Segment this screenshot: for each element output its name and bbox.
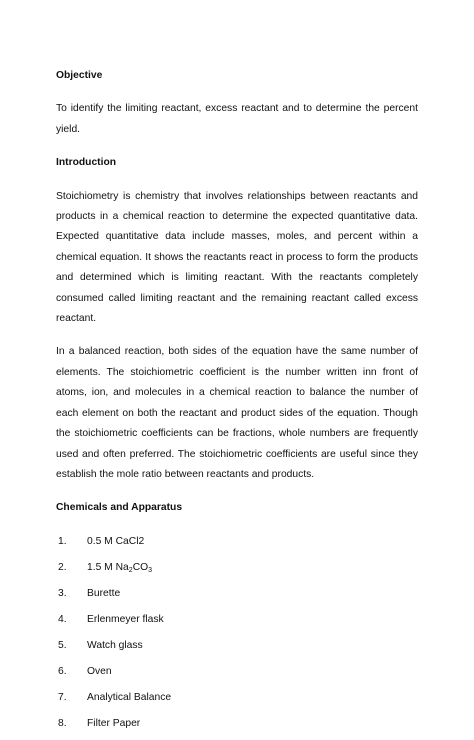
list-item-text bbox=[87, 562, 152, 573]
list-item-number: 4. bbox=[58, 613, 67, 625]
objective-heading: Objective bbox=[56, 70, 103, 81]
chemicals-heading: Chemicals and Apparatus bbox=[56, 502, 183, 514]
chemicals-list bbox=[56, 532, 418, 740]
list-item-number: 5. bbox=[58, 639, 67, 651]
list-item-text: Watch glass bbox=[87, 639, 143, 651]
introduction-paragraph-1: Stoichiometry is chemistry that involves relationships between reactants and products in a chemical reaction to determine the expected quantitative data. Expected quantitative data include masses, moles, and percent within a chemical equation. It shows the reactants react in process to form the products and determined which is limiting reactant. With the reactants completely consumed called limiting reactant and the remaining reactant called excess reactant. bbox=[56, 190, 418, 325]
list-item-number: 2. bbox=[58, 561, 67, 573]
list-item bbox=[56, 662, 418, 688]
list-item bbox=[56, 714, 418, 740]
document-body bbox=[56, 66, 418, 740]
list-item-number: 6. bbox=[58, 665, 67, 677]
list-item bbox=[56, 688, 418, 714]
list-item-number: 1. bbox=[58, 535, 67, 547]
list-item-text: Filter Paper bbox=[87, 717, 141, 729]
objective-text: To identify the limiting reactant, excess reactant and to determine the percent yield. bbox=[56, 103, 418, 135]
formula-mid: CO bbox=[132, 561, 149, 573]
list-item bbox=[56, 558, 418, 584]
list-item-text: Erlenmeyer flask bbox=[87, 613, 164, 625]
list-item-number: 8. bbox=[58, 717, 67, 729]
formula-subscript: 2 bbox=[128, 566, 133, 574]
formula-subscript: 3 bbox=[148, 566, 153, 574]
introduction-heading: Introduction bbox=[56, 157, 117, 169]
list-item bbox=[56, 584, 418, 610]
formula-prefix: 1.5 M Na bbox=[87, 561, 129, 573]
list-item-text: 0.5 M CaCl2 bbox=[87, 535, 145, 547]
list-item-text: Burette bbox=[87, 587, 121, 599]
list-item bbox=[56, 610, 418, 636]
introduction-paragraph-2: In a balanced reaction, both sides of the equation have the same number of elements. The stoichiometric coefficient is the number written inn front of atoms, ion, and molecules in a chemical reaction to balance the number of each element on both the reactant and product sides of the equation. Though the stoichiometric coefficients can be fractions, whole numbers are frequently used and often preferred. The stoichiometric coefficients are useful since they establish the mole ratio between reactants and products. bbox=[56, 346, 418, 480]
list-item-text: Oven bbox=[87, 665, 112, 677]
list-item-number: 7. bbox=[58, 691, 67, 703]
list-item-number: 3. bbox=[58, 587, 67, 599]
list-item bbox=[56, 532, 418, 558]
list-item-text: Analytical Balance bbox=[87, 691, 172, 703]
list-item bbox=[56, 636, 418, 662]
